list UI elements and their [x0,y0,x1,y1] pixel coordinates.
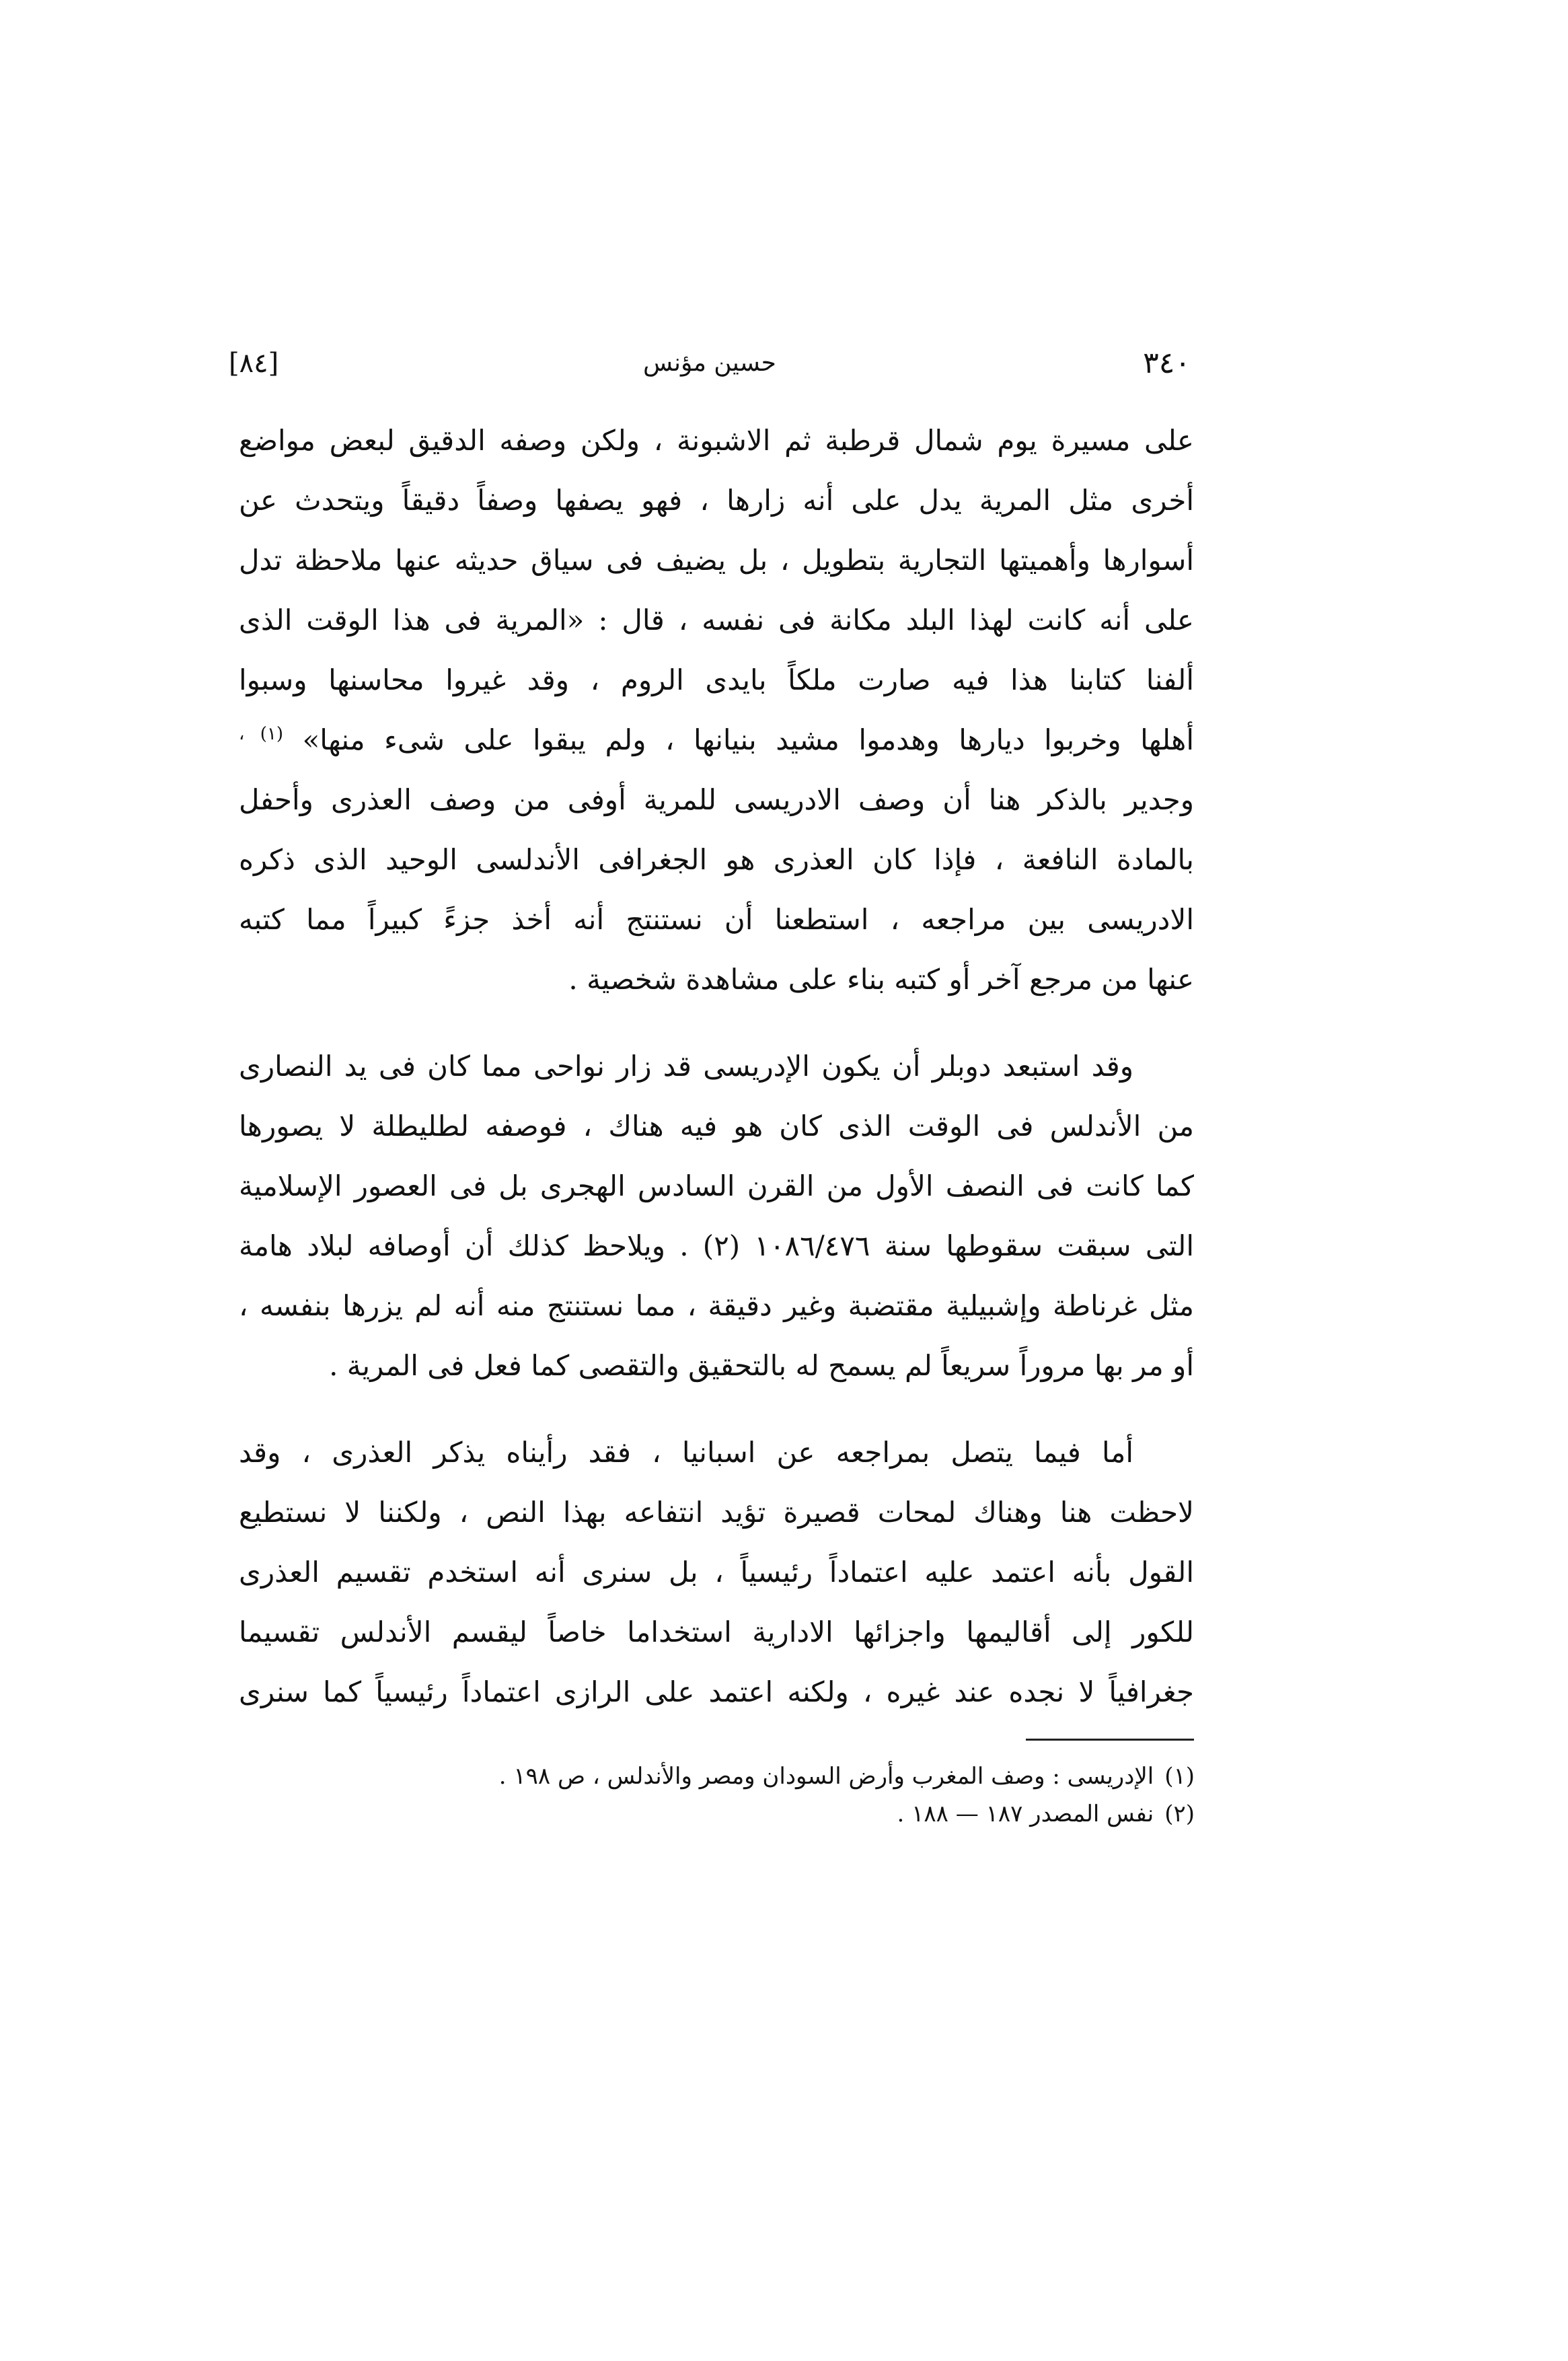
text-line-with-footnote [239,710,1194,770]
running-head-author: حسين مؤنس [643,349,776,377]
footnote-text: الإدريسى : وصف المغرب وأرض السودان ومصر والأندلس ، ص ١٩٨ . [498,1763,1154,1790]
text-line-with-footnote [239,1216,1194,1276]
text-line: جغرافياً لا نجده عند غيره ، ولكنه اعتمد على الرازى اعتماداً رئيسياً كما سنرى [239,1675,1194,1708]
text-line-main: أهلها وخربوا ديارها وهدموا مشيد بنيانها ، ولم يبقوا على شىء منها» [302,723,1194,756]
text-line-main: التى سبقت سقوطها سنة ١٠٨٦/٤٧٦ [754,1229,1194,1262]
page-number: ٣٤٠ [1143,346,1191,380]
text-line: بالمادة النافعة ، فإذا كان العذرى هو الجغرافى الأندلسى الوحيد الذى ذكره [239,843,1194,876]
footnote-mark: (١) [1164,1763,1195,1790]
text-line: وقد استبعد دوبلر أن يكون الإدريسى قد زار نواحى مما كان فى يد النصارى [239,1050,1133,1083]
text-line: مثل غرناطة وإشبيلية مقتضبة وغير دقيقة ، مما نستنتج منه أنه لم يزرها بنفسه ، [239,1289,1194,1322]
text-line: وجدير بالذكر هنا أن وصف الادريسى للمرية أوفى من وصف العذرى وأحفل [239,783,1194,816]
text-line: الادريسى بين مراجعه ، استطعنا أن نستنتج أنه أخذ جزءً كبيراً مما كتبه [239,903,1194,936]
paragraph-1 [239,410,1194,1009]
text-line: أما فيما يتصل بمراجعه عن اسبانيا ، فقد رأيناه يذكر العذرى ، وقد [239,1436,1133,1469]
text-line: على مسيرة يوم شمال قرطبة ثم الاشبونة ، ولكن وصفه الدقيق لبعض مواضع [239,424,1194,457]
footnote-text: نفس المصدر ١٨٧ — ١٨٨ . [897,1801,1154,1827]
footnote-reference-2: (٢) . ويلاحظ كذلك أن أوصافه لبلاد هامة [239,1229,741,1262]
paragraph-3 [239,1422,1194,1722]
section-reference: [٨٤] [229,348,279,379]
body-text [239,410,1194,1722]
text-line: ألفنا كتابنا هذا فيه صارت ملكاً بايدى الروم ، وقد غيروا محاسنها وسبوا [239,663,1194,696]
text-line: كما كانت فى النصف الأول من القرن السادس الهجرى بل فى العصور الإسلامية [239,1169,1194,1202]
footnote-2 [401,1795,1195,1833]
text-line: على أنه كانت لهذا البلد مكانة فى نفسه ، قال : «المرية فى هذا الوقت الذى [239,604,1194,637]
text-line: لاحظت هنا وهناك لمحات قصيرة تؤيد انتفاعه بهذا النص ، ولكننا لا نستطيع [239,1496,1194,1529]
page-header [229,336,1191,390]
text-line: أسوارها وأهميتها التجارية بتطويل ، بل يضيف فى سياق حديثه عنها ملاحظة تدل [239,544,1194,577]
paragraph-2 [239,1036,1194,1395]
footnote-reference-1: (١) ، [239,724,284,744]
text-line: القول بأنه اعتمد عليه اعتماداً رئيسياً ، بل سنرى أنه استخدم تقسيم العذرى [239,1556,1194,1589]
paragraph-gap [239,1395,1194,1422]
text-line: من الأندلس فى الوقت الذى كان هو فيه هناك ، فوصفه لطليطلة لا يصورها [239,1110,1194,1142]
text-line: أخرى مثل المرية يدل على أنه زارها ، فهو يصفها وصفاً دقيقاً ويتحدث عن [239,484,1194,517]
text-line: عنها من مرجع آخر أو كتبه بناء على مشاهدة شخصية . [568,963,1194,996]
text-line: أو مر بها مروراً سريعاً لم يسمح له بالتحقيق والتقصى كما فعل فى المرية . [329,1349,1194,1382]
text-line: للكور إلى أقاليمها واجزائها الادارية استخداما خاصاً ليقسم الأندلس تقسيما [239,1615,1194,1648]
footnote-1 [401,1757,1195,1795]
paragraph-gap [239,1009,1194,1036]
footnotes [401,1757,1195,1833]
footnote-divider [1026,1739,1194,1741]
footnote-mark: (٢) [1164,1801,1195,1827]
